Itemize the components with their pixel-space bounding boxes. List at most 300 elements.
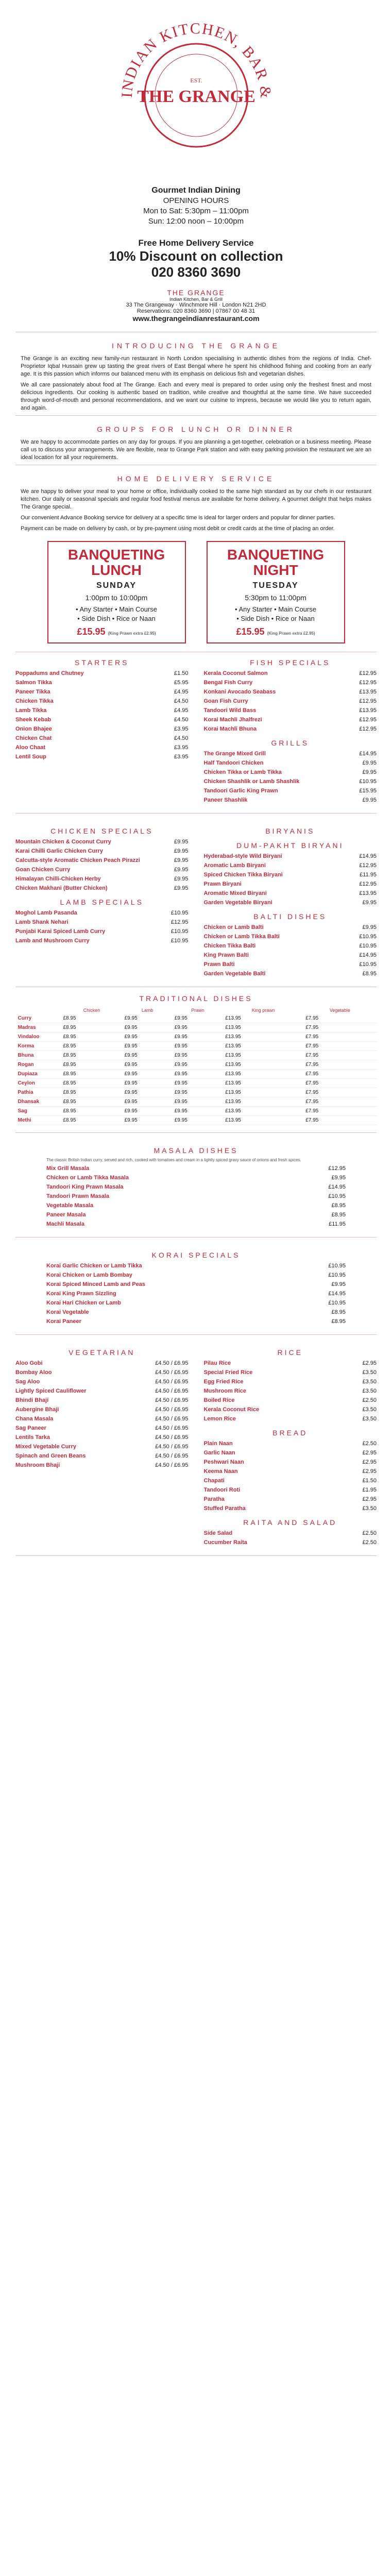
menu-item-price: £10.95 (328, 1263, 346, 1269)
dish-price: £8.95 (61, 1042, 123, 1051)
menu-item-name: Korai Paneer (46, 1318, 81, 1325)
dish-price: £13.95 (223, 1070, 303, 1079)
banquet-line: • Side Dish • Rice or Naan (77, 615, 156, 622)
delivery-title: HOME DELIVERY SERVICE (117, 474, 275, 483)
menu-item (204, 862, 377, 869)
menu-item-name: Chicken Chat (15, 735, 52, 741)
menu-item (204, 707, 377, 714)
banquet-time: 1:00pm to 10:00pm (85, 594, 148, 602)
menu-item-price: £12.95 (359, 717, 377, 723)
menu-item-price: £12.95 (359, 698, 377, 704)
menu-item (204, 796, 377, 804)
menu-column-right (204, 652, 377, 806)
menu-item (204, 1486, 377, 1494)
menu-item-price: £9.95 (362, 924, 377, 930)
menu-item-name: Hyderabad-style Wild Biryani (203, 853, 282, 859)
menu-item (204, 1459, 377, 1466)
menu-item (204, 899, 377, 906)
phone-number[interactable]: 020 8360 3690 (151, 264, 241, 280)
hero-section (0, 185, 392, 323)
menu-item-price: £3.50 (362, 1505, 377, 1512)
bread-section (204, 1429, 377, 1512)
menu-item-price: £12.95 (359, 670, 377, 676)
banquet-note: (King Prawn extra £2.95) (108, 631, 156, 636)
table-header: Lamb (141, 1008, 154, 1013)
menu-item-price: £9.95 (362, 760, 377, 766)
dish-price: £7.95 (303, 1079, 376, 1088)
dish-price: £13.95 (223, 1023, 303, 1032)
dish-name: Pathia (16, 1088, 61, 1097)
menu-item (204, 1530, 377, 1537)
menu-item-price: £4.50 / £6.95 (155, 1425, 189, 1431)
menu-item (15, 1425, 189, 1432)
menu-item (46, 1290, 346, 1297)
menu-item-price: £12.95 (359, 726, 377, 732)
menu-item (15, 1360, 189, 1367)
menu-item (15, 716, 189, 723)
menu-item-name: Spiced Chicken Tikka Biryani (203, 872, 283, 878)
brand-small: THE GRANGE (167, 289, 225, 297)
logo-badge: EST. (190, 77, 202, 84)
menu-item-price: £9.95 (362, 797, 377, 803)
menu-item (204, 1378, 377, 1385)
dish-price: £9.95 (123, 1088, 173, 1097)
menu-item-price: £12.95 (328, 1165, 346, 1172)
table-header (16, 1007, 61, 1014)
menu-item-price: £10.95 (171, 910, 189, 916)
divider (15, 813, 377, 814)
menu-item (46, 1202, 346, 1209)
starters-title: STARTERS (75, 658, 129, 667)
banquet-price: £15.95 (77, 626, 106, 637)
menu-item (15, 707, 189, 714)
menu-item (204, 679, 377, 686)
banquet-line: • Side Dish • Rice or Naan (236, 615, 315, 622)
menu-item-price: £10.95 (359, 943, 377, 949)
menu-item (15, 909, 189, 917)
dish-price: £7.95 (303, 1023, 376, 1032)
menu-item (15, 1462, 189, 1469)
menu-item-price: £8.95 (331, 1202, 346, 1209)
dish-price: £7.95 (303, 1107, 376, 1116)
menu-row (0, 652, 392, 806)
menu-item-price: £4.50 / £6.95 (155, 1434, 189, 1440)
menu-item-name: Chicken Tikka (15, 698, 54, 704)
dish-price: £9.95 (123, 1032, 173, 1042)
masala-title: MASALA DISHES (154, 1146, 238, 1155)
dish-price: £13.95 (223, 1116, 303, 1125)
menu-item-name: Mushroom Rice (203, 1388, 247, 1394)
dish-name: Rogan (16, 1060, 61, 1070)
menu-item-price: £1.50 (362, 1478, 377, 1484)
menu-row (0, 1342, 392, 1548)
divider (15, 1334, 377, 1335)
masala-intro: The classic British Indian curry, served and rich, cooked with tomatoes and cream in a lightly spiced gravy sauce of onions and fresh spices. (46, 1158, 301, 1162)
raita-title: RAITA AND SALAD (243, 1518, 337, 1527)
menu-item (15, 875, 189, 883)
menu-item-price: £2.95 (362, 1360, 377, 1366)
menu-item-price: £2.50 (362, 1539, 377, 1546)
menu-item-price: £13.95 (359, 890, 377, 896)
menu-item-price: £9.95 (331, 1175, 346, 1181)
menu-item (15, 753, 189, 760)
menu-item (204, 1496, 377, 1503)
menu-item (15, 688, 189, 696)
menu-item-price: £9.95 (331, 1281, 346, 1287)
menu-item-name: The Grange Mixed Grill (203, 751, 266, 757)
menu-item-price: £10.95 (328, 1272, 346, 1278)
dish-name: Dupiaza (16, 1070, 61, 1079)
table-row (16, 1042, 377, 1051)
banquet-title: BANQUETING LUNCH (67, 547, 165, 578)
dish-name: Madras (16, 1023, 61, 1032)
menu-item (15, 744, 189, 751)
menu-item-price: £2.95 (362, 1468, 377, 1475)
menu-item-price: £9.95 (174, 848, 189, 854)
menu-item-name: Aubergine Bhaji (15, 1406, 59, 1413)
menu-item-name: Tandoori Roti (203, 1487, 241, 1493)
menu-item (204, 1415, 377, 1422)
menu-item (204, 670, 377, 677)
menu-item (204, 871, 377, 878)
dish-price: £9.95 (123, 1023, 173, 1032)
menu-item (204, 750, 377, 757)
menu-item (204, 880, 377, 888)
menu-item (46, 1211, 346, 1218)
groups-p1: We are happy to accommodate parties on any day for groups. If you are planning a get-together, celebration or a business meeting. Please call us to discuss your arrangements. We are flexible, near to Grange Park station and with easy parking provision the restaurant we are an ideal location for all your requirements. (21, 439, 371, 461)
menu-row (0, 1245, 392, 1327)
table-header: Chicken (83, 1008, 100, 1013)
menu-item (15, 698, 189, 705)
menu-item-price: £8.95 (331, 1212, 346, 1218)
chicken-title: CHICKEN SPECIALS (50, 827, 154, 835)
menu-item-price: £3.50 (362, 1406, 377, 1413)
dish-name: Bhuna (16, 1051, 61, 1060)
menu-item (15, 866, 189, 873)
menu-item-price: £3.50 (362, 1416, 377, 1422)
menu-item (204, 1397, 377, 1404)
restaurant-logo (111, 10, 281, 180)
menu-item (204, 778, 377, 785)
menu-item-price: £1.50 (174, 670, 189, 676)
delivery-banner: Free Home Delivery Service (138, 238, 254, 248)
tagline: Gourmet Indian Dining (151, 186, 241, 195)
menu-item (15, 1415, 189, 1422)
menu-item-name: Korai Garlic Chicken or Lamb Tikka (46, 1263, 142, 1269)
menu-item-price: £4.50 / £6.95 (155, 1397, 189, 1403)
dish-price: £13.95 (223, 1088, 303, 1097)
menu-item-price: £4.50 / £6.95 (155, 1416, 189, 1422)
dish-price: £13.95 (223, 1042, 303, 1051)
menu-item-price: £4.95 (174, 689, 189, 695)
menu-item-name: Garlic Naan (203, 1450, 235, 1456)
menu-item-price: £13.95 (359, 707, 377, 714)
menu-item-price: £9.95 (174, 867, 189, 873)
menu-item-price: £11.95 (329, 1221, 346, 1227)
menu-item-name: Tandoori Garlic King Prawn (203, 788, 278, 794)
table-row (16, 1107, 377, 1116)
menu-item (204, 1449, 377, 1456)
menu-item-name: Salmon Tikka (15, 680, 52, 686)
dish-price: £8.95 (61, 1097, 123, 1107)
menu-item (204, 933, 377, 940)
menu-item-price: £3.95 (174, 754, 189, 760)
dish-price: £9.95 (173, 1079, 224, 1088)
table-row (16, 1051, 377, 1060)
delivery-p2: Our convenient Advance Booking service for delivery at a specific time is ideal for larger orders and popular for dinner parties. (21, 515, 335, 521)
balti-title: BALTI DISHES (253, 912, 327, 921)
dish-price: £13.95 (223, 1107, 303, 1116)
menu-item-name: Lentil Soup (15, 754, 46, 760)
dish-price: £8.95 (61, 1070, 123, 1079)
dish-price: £7.95 (303, 1088, 376, 1097)
menu-item (204, 890, 377, 897)
dish-price: £9.95 (173, 1032, 224, 1042)
dish-name: Methi (16, 1116, 61, 1125)
menu-item-name: Egg Fried Rice (203, 1379, 244, 1385)
dish-name: Vindaloo (16, 1032, 61, 1042)
lamb-section (15, 898, 189, 944)
menu-item-price: £10.95 (359, 961, 377, 968)
menu-item-name: Aromatic Mixed Biryani (203, 890, 267, 896)
menu-item-price: £4.50 / £6.95 (155, 1444, 189, 1450)
dish-price: £9.95 (173, 1088, 224, 1097)
menu-item (15, 885, 189, 892)
table-row (16, 1079, 377, 1088)
menu-item-price: £14.95 (359, 751, 377, 757)
table-header: Prawn (191, 1008, 204, 1013)
dish-price: £13.95 (223, 1097, 303, 1107)
dish-name: Ceylon (16, 1079, 61, 1088)
menu-item (204, 1468, 377, 1475)
menu-item-price: £4.50 (174, 717, 189, 723)
vegetarian-title: VEGETARIAN (69, 1348, 135, 1357)
menu-item (204, 1387, 377, 1395)
menu-item (15, 670, 189, 677)
dish-price: £13.95 (223, 1060, 303, 1070)
menu-row (0, 1140, 392, 1230)
menu-item-name: Garden Vegetable Biryani (203, 900, 272, 906)
menu-item-price: £14.95 (359, 853, 377, 859)
menu-item-price: £5.95 (174, 680, 189, 686)
banquet-time: 5:30pm to 11:00pm (245, 594, 306, 602)
menu-item (15, 1452, 189, 1460)
table-row (16, 1070, 377, 1079)
banquet-card (207, 541, 345, 643)
banquet-price: £15.95 (236, 626, 265, 637)
dish-price: £7.95 (303, 1032, 376, 1042)
menu-item (204, 961, 377, 968)
menu-item (204, 725, 377, 733)
menu-item (46, 1183, 346, 1191)
menu-item-name: Tandoori Wild Bass (203, 707, 257, 714)
dish-price: £8.95 (61, 1032, 123, 1042)
brand-sub: Indian Kitchen, Bar & Grill (169, 297, 223, 302)
menu-item-name: Boiled Rice (203, 1397, 235, 1403)
divider (15, 1132, 377, 1133)
dish-price: £9.95 (173, 1107, 224, 1116)
menu-item-name: Paneer Tikka (15, 689, 50, 695)
menu-item-price: £14.95 (328, 1184, 346, 1190)
menu-item-price: £14.95 (359, 952, 377, 958)
menu-item-name: Peshwari Naan (203, 1459, 244, 1465)
menu-item-price: £9.95 (362, 769, 377, 775)
menu-item (204, 1360, 377, 1367)
menu-row (0, 821, 392, 979)
menu-item-name: Machli Masala (46, 1221, 84, 1227)
menu-item-price: £10.95 (171, 928, 189, 935)
divider (15, 1555, 377, 1556)
dish-price: £9.95 (173, 1070, 224, 1079)
menu-column (46, 1245, 346, 1327)
menu-item-price: £12.95 (359, 881, 377, 887)
bread-title: BREAD (272, 1429, 308, 1437)
biryani-section (204, 827, 377, 906)
menu-item-name: Karai Chilli Garlic Chicken Curry (15, 848, 103, 854)
banquet-line: • Any Starter • Main Course (235, 605, 316, 613)
menu-item-price: £2.50 (362, 1440, 377, 1447)
banquet-day: SUNDAY (96, 581, 137, 590)
address: 33 The Grangeway · Winchmore Hill · London N21 2HD (126, 302, 266, 308)
menu-item-price: £2.95 (362, 1496, 377, 1502)
menu-item-name: Sheek Kebab (15, 717, 52, 723)
intro-title: INTRODUCING THE GRANGE (112, 342, 280, 350)
menu-item-price: £4.50 / £6.95 (155, 1453, 189, 1459)
traditional-table (16, 1007, 377, 1125)
menu-item-name: Paneer Masala (46, 1212, 86, 1218)
menu-item (15, 725, 189, 733)
menu-item (15, 1387, 189, 1395)
menu-item-name: Bengal Fish Curry (203, 680, 253, 686)
menu-column-left (15, 1342, 189, 1548)
grills-section (204, 739, 377, 804)
menu-item (204, 698, 377, 705)
menu-item (204, 924, 377, 931)
table-header: Vegetable (329, 1008, 350, 1013)
korai-section (46, 1251, 346, 1325)
menu-item-name: Chicken Tikka Balti (203, 943, 256, 949)
menu-item-name: Vegetable Masala (46, 1202, 94, 1209)
menu-item (204, 1505, 377, 1512)
menu-item-price: £8.95 (331, 1318, 346, 1325)
menu-item-name: Korai Vegetable (46, 1309, 89, 1315)
masala-section (46, 1146, 346, 1228)
menu-item-name: Paratha (203, 1496, 225, 1502)
menu-item-price: £10.95 (359, 934, 377, 940)
menu-item-name: Aloo Chaat (15, 744, 46, 751)
svg-text:INDIAN KITCHEN, BAR & GRILL (111, 10, 275, 99)
korai-title: KORAI SPECIALS (151, 1251, 241, 1259)
menu-item-name: Korai Machli Bhuna (203, 726, 257, 732)
menu-item-price: £10.95 (359, 778, 377, 785)
lamb-title: LAMB SPECIALS (60, 898, 144, 906)
dish-price: £13.95 (223, 1032, 303, 1042)
fish-title: FISH SPECIALS (250, 658, 331, 667)
rice-section (204, 1348, 377, 1422)
traditional-title: TRADITIONAL DISHES (139, 994, 253, 1003)
menu-item-price: £10.95 (328, 1300, 346, 1306)
menu-item-name: Kerala Coconut Rice (203, 1406, 260, 1413)
menu-item-price: £4.50 / £6.95 (155, 1379, 189, 1385)
menu-item-price: £4.50 / £6.95 (155, 1388, 189, 1394)
menu-item-price: £9.95 (174, 839, 189, 845)
table-row (16, 1097, 377, 1107)
dish-price: £7.95 (303, 1070, 376, 1079)
banquet-title: BANQUETING NIGHT (227, 547, 325, 578)
dish-price: £7.95 (303, 1051, 376, 1060)
biryani-title: BIRYANIS (265, 827, 315, 835)
menu-item-price: £13.95 (359, 689, 377, 695)
dish-price: £9.95 (173, 1014, 224, 1023)
fish-section (204, 658, 377, 733)
menu-item-name: Paneer Shashlik (203, 797, 248, 803)
menu-item-name: Himalayan Chilli-Chicken Herby (15, 876, 101, 882)
menu-item (15, 857, 189, 864)
menu-item (15, 919, 189, 926)
intro-p1: The Grange is an exciting new family-run restaurant in North London specialising in authentic dishes from the regions of India. Chef-Proprietor Iqbal Hussain grew up tasting the great rivers of East Bengal where he spent his childhood fishing and cooking from an early age. It is this passion which informs our balanced menu with its emphasis on delicious fish and vegetarian dishes. (21, 355, 371, 377)
menu-item-name: Korai Hari Chicken or Lamb (46, 1300, 121, 1306)
menu-item-name: Spinach and Green Beans (15, 1453, 86, 1459)
banquet-line: • Any Starter • Main Course (76, 605, 157, 613)
menu-item-name: Korai Spiced Minced Lamb and Peas (46, 1281, 145, 1287)
dish-price: £8.95 (61, 1107, 123, 1116)
menu-item (46, 1262, 346, 1269)
menu-item-price: £4.50 (174, 735, 189, 741)
banquet-card (47, 541, 186, 643)
dish-price: £8.95 (61, 1079, 123, 1088)
menu-item-price: £12.95 (359, 680, 377, 686)
dish-price: £9.95 (123, 1079, 173, 1088)
menu-item (15, 735, 189, 742)
menu-item-name: Lemon Rice (203, 1416, 236, 1422)
menu-item-name: Lamb and Mushroom Curry (15, 938, 90, 944)
menu-item-name: Korai King Prawn Sizzling (46, 1291, 116, 1297)
delivery-p3: Payment can be made on delivery by cash, or by pre-payment using most debit or credit cards at the time of placing an order. (21, 526, 335, 532)
menu-item-name: Bombay Aloo (15, 1369, 52, 1376)
menu-item-name: Lentils Tarka (15, 1434, 50, 1440)
menu-item-price: £3.50 (362, 1388, 377, 1394)
biryani-subtitle: DUM-PAKHT BIRYANI (236, 841, 344, 850)
grills-title: GRILLS (271, 739, 310, 747)
dish-price: £8.95 (61, 1023, 123, 1032)
menu-item-name: Side Salad (203, 1530, 233, 1536)
menu-item (204, 952, 377, 959)
dish-name: Korma (16, 1042, 61, 1051)
menu-item (204, 1440, 377, 1447)
dish-name: Sag (16, 1107, 61, 1116)
menu-item (46, 1174, 346, 1181)
website-link[interactable]: www.thegrangeindianrestaurant.com (132, 314, 260, 323)
hours-sunday: Sun: 12:00 noon – 10:00pm (148, 217, 244, 226)
menu-item-price: £11.95 (360, 872, 377, 878)
menu-item (46, 1165, 346, 1172)
menu-item-name: Konkani Avocado Seabass (203, 689, 276, 695)
table-row (16, 1060, 377, 1070)
menu-item (204, 1406, 377, 1413)
dish-price: £7.95 (303, 1060, 376, 1070)
dish-price: £9.95 (173, 1042, 224, 1051)
dish-price: £9.95 (173, 1116, 224, 1125)
menu-item (15, 1406, 189, 1413)
dish-price: £9.95 (173, 1051, 224, 1060)
menu-item (204, 970, 377, 977)
menu-item-name: King Prawn Balti (203, 952, 249, 958)
menu-item-name: Goan Chicken Curry (15, 867, 71, 873)
menu-item-name: Kerala Coconut Salmon (203, 670, 268, 676)
hours-weekday: Mon to Sat: 5:30pm – 11:00pm (143, 207, 249, 215)
menu-item-price: £2.95 (362, 1450, 377, 1456)
dish-price: £9.95 (173, 1023, 224, 1032)
